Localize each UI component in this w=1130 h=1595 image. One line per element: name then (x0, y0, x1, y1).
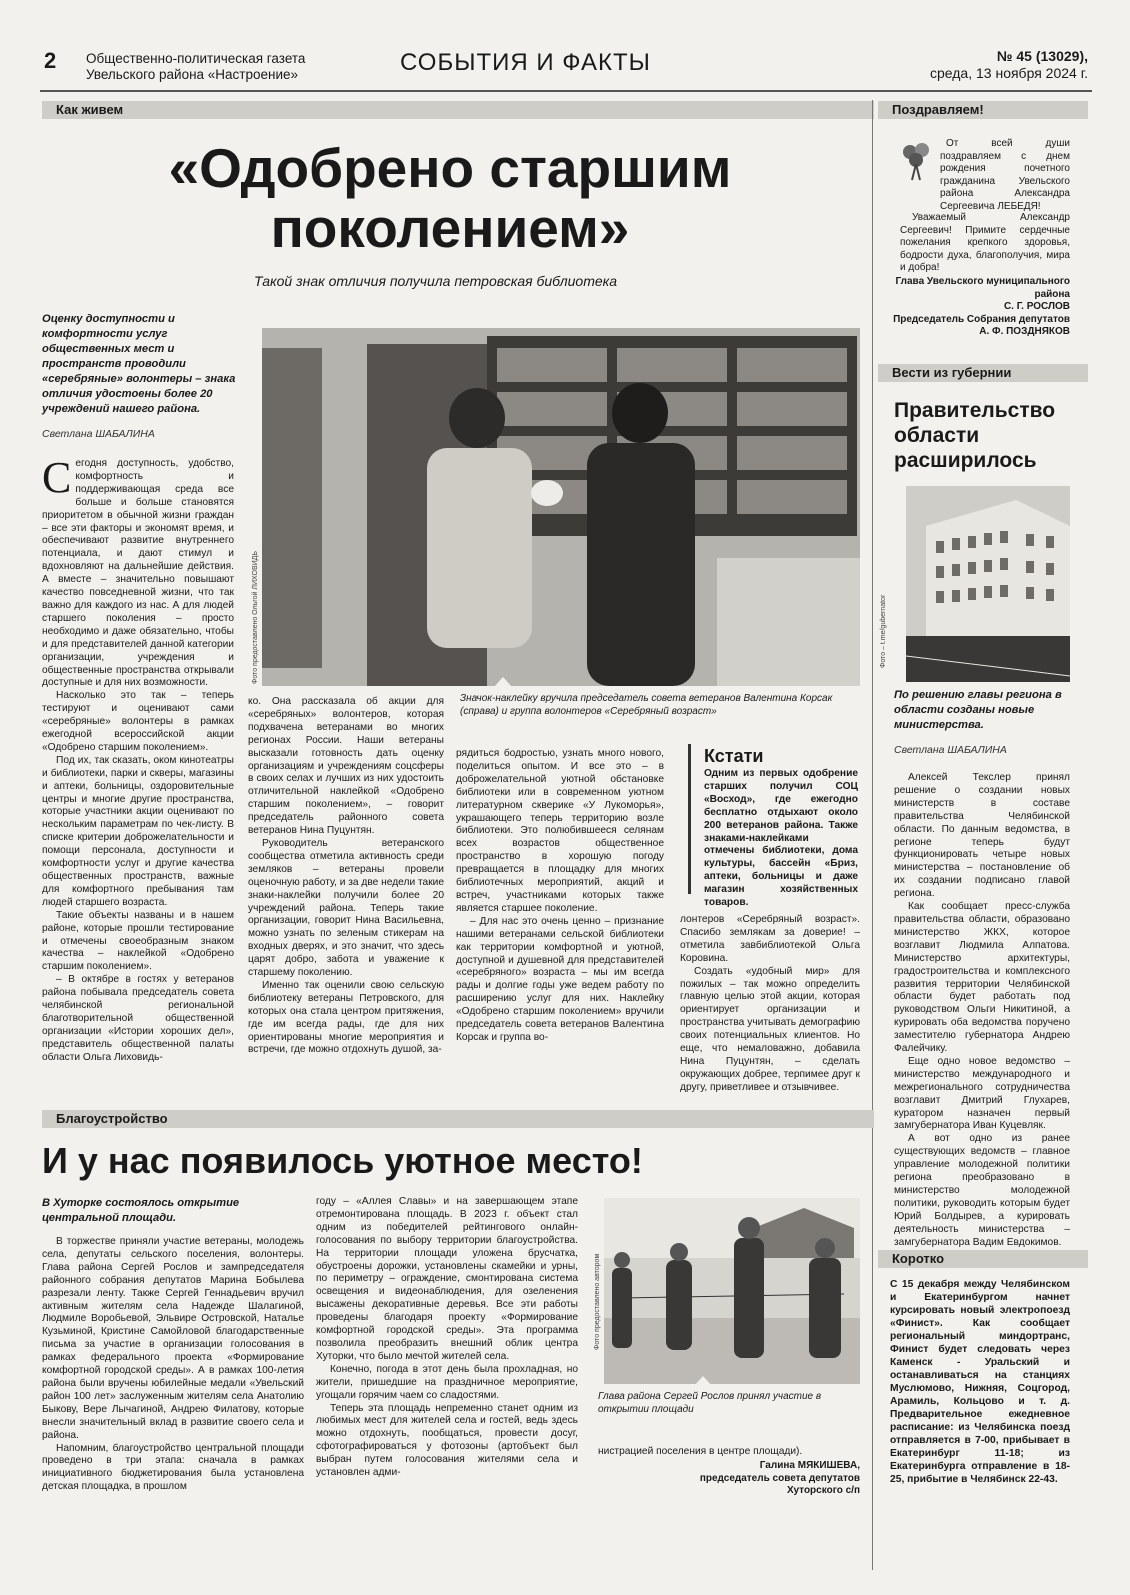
col4-paragraph-1: лонтеров «Серебряный возраст». Спасибо землякам за доверие! – отметила завбиблиотекой Ольга Коровина. (680, 914, 860, 964)
region-author: Светлана ШАБАЛИНА (894, 744, 1007, 756)
bottom-column-1 (42, 1236, 304, 1494)
square-opening-image (604, 1198, 860, 1384)
square-opening-photo (604, 1198, 860, 1384)
main-column-1 (42, 453, 234, 1065)
col1-paragraph-3: Под их, так сказать, оком кинотеатры и библиотеки, парки и скверы, магазины и аптеки, больницы, оздоровительные центры и многие другие пространства, которые участники акции оценивают по нескольким параметрам по чек-листу. В списке критерии доброжелательности и помощи персонала, доступности и комфортности услуг и другие качества общественных пространств, важные для комфортного пребывания там людей старшего возраста. (42, 754, 234, 908)
congrats-signature (880, 276, 1070, 339)
publication-name (86, 51, 305, 83)
congrats-text-1: От всей души поздравляем с днем рождения почетного гражданина Увельского района Александра Сергеевича ЛЕБЕДЯ! (940, 138, 1070, 212)
bottom-c2-paragraph-1: году – «Аллея Славы» и на завершающем этапе отремонтирована площадь. В 2023 г. объект стал одним из победителей рейтингового онлайн-голосования по выбору территории благоустройства. На территории площади уложена брусчатка, обустроены дорожки, установлены скамейки и урны, по периметру – ограждение, смонтирована система освещения и видеонаблюдения, для озеленения высажены декоративные деревья. Все эти работы проведены благодаря проекту «Формирование комфортной городской среды». Эта программа позволила преобразить внешний облик центра Хуторки, что было мечтой жителей села. (316, 1196, 578, 1362)
col2-paragraph-3: Именно так оценили свою сельскую библиотеку ветераны Петровского, для которых она стала центром притяжения, где им всегда рады, где для них ориентированы многие мероприятия и встречи, где можно отдохнуть душой, за- (248, 979, 444, 1056)
main-column-2 (248, 696, 444, 1057)
bottom-c3-paragraph-1: нистрацией поселения в центре площади). (598, 1446, 803, 1457)
bottom-sign-name: Галина МЯКИШЕВА, (759, 1460, 860, 1471)
main-photo-credit: Фото предоставлено Ольгой ЛИХОВИДЬ (252, 551, 259, 684)
flowers-icon (896, 140, 938, 182)
col2-paragraph-1: ко. Она рассказала об акции для «серебряных» волонтеров, которая подхвачена ветеранами во многих регионах России. Наши ветераны высказали готовность дать оценку организациям и учреждениям соцсферы в своих селах и лучших из них удостоить отличительной наклейкой «Одобрено старшим поколением», – говорит председатель районного совета ветеранов Нина Пуцунтян. (248, 696, 444, 837)
section-title: СОБЫТИЯ И ФАКТЫ (400, 49, 651, 76)
kstati-bar (688, 744, 691, 894)
region-headline-line-3: расширилось (894, 449, 1037, 472)
region-headline-line-2: области (894, 424, 980, 447)
library-photo (262, 328, 860, 686)
col1-paragraph-4: Такие объекты названы и в нашем районе, которые прошли тестирование и отмечены своеобразным знаком качества – наклейкой «Одобрено старшим поколением». (42, 909, 234, 973)
publication-line-2: Увельского района «Настроение» (86, 67, 299, 82)
bottom-column-2 (316, 1196, 578, 1480)
bottom-rubric-label: Благоустройство (56, 1111, 168, 1126)
sign1-role: Глава Увельского муниципального района (895, 276, 1070, 300)
sidebar-divider (872, 100, 873, 1570)
main-column-4 (680, 914, 860, 1095)
main-lead: Оценку доступности и комфортности услуг общественных мест и пространств проводили «серебряные» волонтеры – знака отличия удостоены более 20 учреждений нашего района. (42, 313, 236, 415)
region-paragraph-1: Алексей Текслер принял решение о создании новых министерств в составе правительства Челябинской области. По данным ведомства, в регионе теперь будут функционировать четыре новых министерства – постановление об их создании подписано главой региона. (894, 772, 1070, 900)
main-author: Светлана ШАБАЛИНА (42, 428, 155, 440)
short-rubric-label: Коротко (892, 1251, 945, 1266)
col1-paragraph-2: Насколько это так – теперь тестируют и оценивают сами «серебряные» волонтеры в рамках ежегодной всероссийской акции «Одобрено старшим поколением». (42, 690, 234, 753)
bottom-sign-role-2: Хуторского с/п (786, 1485, 860, 1497)
region-paragraph-3: Еще одно новое ведомство – министерство международного и межрегионального сотрудничества возглавит Дмитрий Глухарев, куратором назначен первый замгубернатора Иван Куцевляк. (894, 1055, 1070, 1132)
col2-paragraph-2: Руководитель ветеранского сообщества отметила активность среди земляков – ветераны провели оценочную работу, и за две недели такие знаки-наклейки получили более 20 учреждений района. Теперь такие организации, говорит Нина Васильевна, можно узнать по зеленым стикерам на входных дверях, и это значит, что здесь царят добро, забота и уважение к старшему поколению. (248, 837, 445, 979)
region-paragraph-2: Как сообщает пресс-служба правительства области, образовано министерство ЖКХ, которое возглавит Людмила Алпатова. Министерство архитектуры, градостроительства и комплексного развития территории Челябинской области будет работать под руководством Ольги Никитиной, а курировать оба ведомства поручено заместителю губернатора Андрею Фалейчику. (894, 901, 1070, 1055)
bottom-column-3 (598, 1446, 860, 1459)
caption-pointer-icon (494, 677, 512, 687)
col4-paragraph-2: Создать «удобный мир» для пожилых – так можно определить главную целью этой акции, которая ориентирует организации и пространства учитывать демографию своих потенциальных клиентов. Но еще, что немаловажно, добавила Нина Пуцунтян, – сделать окружающих добрее, терпимее друг к другу, приветливее и отзывчивее. (680, 965, 860, 1093)
dropcap-letter: С (42, 453, 72, 502)
headline-line-2: поколением» (270, 197, 630, 259)
caption-pointer-icon (694, 1376, 712, 1386)
rubric-label: Как живем (56, 102, 124, 117)
sign1-name: С. Г. РОСЛОВ (1003, 301, 1070, 313)
congrats-rubric-label: Поздравляем! (892, 102, 984, 117)
sign2-role: Председатель Собрания депутатов (893, 313, 1070, 325)
short-rubric (878, 1250, 1088, 1268)
square-photo-caption: Глава района Сергей Рослов принял участие в открытии площади (598, 1391, 822, 1415)
bottom-c1-paragraph-2: Напомним, благоустройство центральной площади проведено в три этапа: сначала в рамках инициативного бюджетирования была установлена детская площадка, в прошлом (42, 1442, 304, 1493)
bottom-rubric-bar (42, 1110, 874, 1128)
main-photo-caption: Значок-наклейку вручила председатель совета ветеранов Валентина Корсак (справа) и группа волонтеров «Серебряный возраст» (460, 693, 833, 717)
rubric-bar (42, 101, 874, 119)
issue-date: среда, 13 ноября 2024 г. (930, 65, 1088, 81)
bottom-signature (598, 1460, 860, 1498)
congrats-rubric (878, 101, 1088, 119)
headline-line-1: «Одобрено старшим (168, 137, 732, 199)
bottom-c2-paragraph-2: Конечно, погода в этот день была прохладная, но жители, пришедшие на праздничное мероприятие, угощали горячим чаем со сладостями. (316, 1363, 578, 1401)
col1-paragraph-1: егодня доступность, удобство, комфортность и поддерживающая среда все больше и больше становятся приоритетом в обычной жизни граждан – все эти факторы и экономят время, и обеспечивают развитие внутреннего потенциала, и дают стимул и вдохновляют на дальнейшие действия. А вместе – значительно повышают качество повседневной жизни, что так важно для каждого из нас. А для людей старшего поколения – просто необходимо и даже обязательно, чтобы и для представителей данной категории организации, учреждения и общественные пространства открывали доступные и для них возможности. (42, 458, 234, 689)
kstati-title: Кстати (704, 746, 764, 766)
col1-paragraph-5: – В октябре в гостях у ветеранов района побывала председатель совета челябинской региональной благотворительной общественной организации «Истории хороших дел», представитель общественной палаты области Ольга Лиховидь- (42, 974, 234, 1063)
square-photo-credit: Фото предоставлено автором (594, 1253, 601, 1350)
main-subtitle: Такой знак отличия получила петровская библиотека (254, 273, 618, 289)
header-rule (40, 90, 1092, 92)
region-photo-credit: Фото – t.me/gubernator (880, 594, 887, 668)
bottom-headline: И у нас появилось уютное место! (42, 1140, 643, 1181)
col3-paragraph-2: – Для нас это очень ценно – признание нашими ветеранами сельской библиотеки как территории комфортной и уютной, доступной и душевной для представителей «серебряного» возраста – мы им всегда рады и долгие годы уже ведем работу по расширению услуг для них. Наклейку «Одобрено старшим поколением» вручили председатель совета ветеранов Валентина Корсак и группа во- (456, 915, 664, 1043)
short-news-text: С 15 декабря между Челябинском и Екатеринбургом начнет курсировать новый электропоезд «Финист». Как сообщает региональный миндортранс, Финист будет следовать через Каменск - Уральский и останавливаться на станциях Муслюмово, Нижняя, Соцгород, Арамиль, Кольцово и т. д. Предварительное ежедневное расписание: из Челябинска поезд отправляется в 7-00, прибывает в Екатеринбург 11-18; из Екатеринбурга отправление в 18-25, прибытие в Челябинск 22-43. (890, 1279, 1070, 1485)
region-rubric (878, 364, 1088, 382)
government-building-photo (906, 486, 1070, 682)
bottom-c1-paragraph-1: В торжестве приняли участие ветераны, молодежь села, депутаты сельского поселения, волонтеры. Глава района Сергей Рослов и зампредседателя районного собрания депутатов Марина Бобылева разрезали ленту. Также Сергей Геннадьевич вручил активным жителям села Надежде Шалагиной, Людмиле Воробьевой, Эльвире Островской, Наталье Кузьминой, Кристине Самойловой благодарственные письма за участие в организации голосования в рамках федерального проекта «Формирование комфортной городской среды». А в рамках 100-летия района были вручены юбилейные медали «Увельский район 100 лет» заслуженным жителям села Анатолию Быкову, Вере Лычагиной, Андрею Филатову, которые внесли значительный вклад в развитие своего села и района. (42, 1236, 304, 1441)
region-article-body (894, 772, 1070, 1250)
issue-info (930, 48, 1088, 82)
main-column-3 (456, 748, 664, 1045)
kstati-text: Одним из первых одобрение старших получил СОЦ «Восход», где ежегодно бесплатно отдыхают около 200 ветеранов района. Также знаками-наклейками отмечены библиотеки, дома культуры, бассейн «Бриз, аптеки, больницы и даже магазин хозяйственных товаров. (704, 768, 858, 909)
library-photo-image (262, 328, 860, 686)
region-lead: По решению главы региона в области созданы новые министерства. (894, 689, 1062, 731)
bottom-c2-paragraph-3: Теперь эта площадь непременно станет одним из любимых мест для жителей села и гостей, ведь здесь можно отдохнуть, пообщаться, провести досуг, сфотографироваться у фотозоны (артобъект был выбран путем голосования жителями села и установлен адми- (316, 1402, 578, 1479)
sign2-name: А. Ф. ПОЗДНЯКОВ (979, 326, 1070, 338)
congrats-text-2: Уважаемый Александр Сергеевич! Примите сердечные пожелания крепкого здоровья, бодрости духа, благополучия, мира и добра! (900, 212, 1070, 274)
page-number: 2 (44, 48, 57, 73)
publication-line-1: Общественно-политическая газета (86, 51, 306, 66)
bottom-sign-role-1: председатель совета депутатов (699, 1472, 860, 1484)
bottom-lead: В Хуторке состоялось открытие центральной площади. (42, 1197, 240, 1224)
region-headline-line-1: Правительство (894, 399, 1056, 422)
main-headline (60, 138, 840, 258)
issue-number: № 45 (13029), (996, 48, 1088, 64)
government-building-image (906, 486, 1070, 682)
region-paragraph-4: А вот одно из ранее существующих ведомств – главное управление молодежной политики региона преобразовано в министерство молодежной политики, руководить которым будет Юрий Болдырев, а курировать деятельность министерства – замгубернатора Вадим Евдокимов. (894, 1133, 1070, 1248)
region-rubric-label: Вести из губернии (892, 365, 1012, 380)
region-headline (894, 398, 1074, 473)
col3-paragraph-1: рядиться бодростью, узнать много нового, поделиться опытом. И все это – в доброжелательной уютной обстановке библиотеки или в современном уютном литературном скверике «У Лукоморья», украшающего теперь территорию возле библиотеки. Это полюбившееся селянам всех возрастов общественное пространство в хорошую погоду превращается в площадку для многих библиотечных мероприятий, акций и встреч, участниками которых также является старшее поколение. (456, 748, 664, 914)
